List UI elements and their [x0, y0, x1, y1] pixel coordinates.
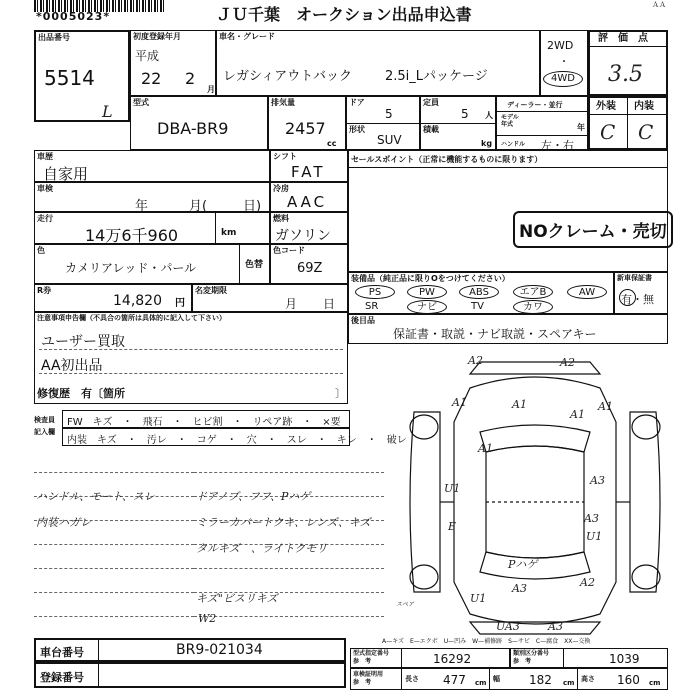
sales-point-label: セールスポイント（正常に機能するものに限ります）	[351, 155, 543, 164]
color-code-box	[270, 244, 348, 284]
aircon-value: AAC	[287, 193, 328, 211]
first-reg-month-unit: 月	[207, 85, 215, 94]
corner-text: ＡＡ	[652, 1, 666, 9]
notes-line2: AA初出品	[41, 358, 103, 374]
length-label: 長さ	[405, 675, 419, 683]
equip-aw: AW	[567, 285, 607, 299]
additional-label: 後目品	[351, 316, 375, 325]
barcode-number: *0005023*	[36, 10, 111, 23]
score-label: 評 価 点	[598, 33, 648, 44]
notes-box	[34, 312, 348, 404]
first-reg-year: 22	[141, 69, 162, 88]
shape-value: SUV	[377, 133, 402, 147]
length-value: 477	[443, 673, 466, 687]
inspector-label: 検査員 記入欄	[34, 416, 55, 436]
drive-2wd: 2WD	[547, 39, 574, 52]
first-reg-era: 平成	[135, 49, 160, 63]
warranty-value: 有・無	[621, 293, 654, 306]
score-box	[588, 30, 668, 96]
registration-label: 登録番号	[40, 671, 84, 684]
handwritten-note-5: タルキズ 、ライトクモリ	[196, 542, 328, 555]
recycle-value: 14,820	[113, 293, 162, 309]
equipment-label: 装備品（純正品に限りOをつけてください）	[351, 274, 510, 283]
name-change-day: 日	[323, 297, 336, 311]
spec-no-label: 型式指定番号 参 考	[353, 650, 390, 665]
equipment-box	[348, 272, 614, 314]
equip-sr: SR	[365, 301, 379, 312]
color-label: 色	[37, 246, 45, 255]
height-unit: cm	[649, 679, 661, 687]
mileage-unit: km	[221, 228, 237, 238]
drive-sep: ・	[559, 57, 569, 68]
equip-leather: カワ	[513, 300, 553, 314]
name-change-label: 名変期限	[195, 286, 227, 295]
class-no-value: 1039	[609, 652, 640, 666]
mark-a1-right-mirror: A1	[598, 400, 613, 413]
first-reg-box	[130, 30, 216, 96]
drive-box	[540, 30, 588, 96]
capacity-unit: 人	[485, 111, 493, 120]
history-box	[34, 150, 270, 182]
mark-a1-right-fender: A1	[570, 408, 585, 421]
handle-label: ハンドル	[501, 141, 526, 148]
inspect-row-interior-text: 内装 キズ ・ 汚レ ・ コゲ ・ 穴 ・ スレ ・ キレ ・ 破レ	[67, 435, 407, 446]
doors-label: ドア	[349, 98, 365, 107]
recycle-unit: 円	[175, 298, 185, 309]
inspect-row-interior	[62, 428, 407, 446]
spec-no-box	[350, 648, 510, 668]
car-name-label: 車名・グレード	[219, 32, 275, 41]
length-unit: cm	[475, 679, 487, 687]
wheel-rear-left	[410, 565, 438, 589]
repair-history-label: 修復歴 有〔箇所	[37, 387, 125, 400]
equip-pw: PW	[407, 285, 447, 299]
history-label: 車歴	[37, 152, 53, 161]
color-code-value: 69Z	[297, 261, 323, 276]
mark-p-hage-trunk: Pハゲ	[508, 558, 538, 571]
mark-a3-right-rear: A3	[584, 512, 599, 525]
wheel-front-left	[410, 415, 438, 439]
first-reg-label: 初度登録年月	[133, 32, 181, 41]
load-label: 積載	[423, 125, 439, 134]
fuel-box	[270, 212, 348, 244]
inspection-month: 月(	[189, 199, 208, 214]
inspection-box	[34, 182, 270, 212]
capacity-label: 定員	[423, 98, 439, 107]
displacement-label: 排気量	[271, 98, 295, 107]
car-damage-diagram	[396, 352, 670, 636]
dims-box	[350, 668, 668, 690]
mark-a3-rear-bumper-right: A3	[548, 620, 563, 633]
equip-navi: ナビ	[407, 300, 447, 314]
inspector-rows	[34, 410, 407, 446]
mark-a1-left-fender: A1	[452, 396, 467, 409]
ext-int-box	[588, 96, 668, 150]
warranty-circle	[619, 289, 636, 306]
mark-u1-left-door: U1	[444, 482, 461, 495]
inspection-year: 年	[135, 199, 149, 214]
equip-tv: TV	[471, 301, 484, 312]
score-value: 3.5	[608, 62, 643, 87]
chassis-label: 車台番号	[40, 646, 84, 659]
doors-value: 5	[385, 107, 393, 121]
drive-4wd-circled: 4WD	[543, 71, 583, 87]
class-no-box	[510, 648, 668, 668]
mileage-label: 走行	[37, 214, 53, 223]
door-shape-box	[346, 96, 420, 150]
warranty-box	[614, 272, 668, 314]
model-year-label: モデル 年式	[501, 114, 519, 128]
model-year-unit: 年	[577, 123, 585, 132]
chassis-value: BR9-021034	[176, 642, 263, 658]
mark-u1-left-quarter: U1	[470, 592, 487, 605]
color-code-label: 色コード	[273, 246, 305, 255]
dims-label: 車検証明用 参 考	[353, 671, 384, 686]
additional-value: 保証書・取説・ナビ取説・スペアキー	[393, 327, 597, 341]
dealer-label: ディーラー・並行	[507, 101, 563, 109]
capacity-value: 5	[461, 107, 469, 121]
shift-label: シフト	[273, 152, 297, 161]
mileage-box	[34, 212, 270, 244]
mark-u1-right-rear: U1	[586, 530, 603, 543]
equip-abs: ABS	[459, 285, 499, 299]
notes-label: 注意事項申告欄（不具合の箇所は具体的に記入して下さい）	[37, 314, 226, 322]
name-change-month: 月	[285, 297, 298, 311]
load-unit: kg	[481, 139, 493, 148]
repair-history-close: 〕	[335, 387, 346, 400]
no-claim-stamp: NOクレーム・売切	[513, 211, 673, 248]
equip-airbag: エアB	[513, 285, 553, 299]
car-name: レガシィアウトバック	[223, 69, 352, 84]
car-name-box	[216, 30, 540, 96]
interior-label: 内装	[634, 101, 654, 112]
handwritten-note-3: ドアノブ、フフ、Pハゲ	[196, 490, 311, 503]
damage-legend: A—キズ E—エクボ U—凹み W—補修跡 S—サビ C—腐食 XX—交換	[382, 638, 591, 645]
mark-a1-left-mirror: A1	[478, 442, 493, 455]
notes-line1: ユーザー買取	[41, 334, 125, 350]
mark-e-left-rear: E	[448, 520, 457, 533]
fuel-label: 燃料	[273, 214, 289, 223]
recycle-box	[34, 284, 192, 312]
repaint-label: 色替	[245, 260, 264, 270]
mark-a2-front-right: A2	[560, 356, 575, 369]
shift-box	[270, 150, 348, 182]
car-windshield	[480, 425, 590, 452]
chassis-box	[34, 638, 346, 662]
sales-point-box	[348, 150, 668, 272]
inspection-label: 車検	[37, 184, 53, 193]
additional-box	[348, 314, 668, 344]
inspect-row-fw-text: FW キズ ・ 飛石 ・ ヒビ割 ・ リペア跡 ・ ×要	[67, 417, 341, 428]
handwritten-note-1: ハンドル、モート、スレ	[36, 490, 155, 503]
lot-number: 5514	[44, 66, 95, 90]
class-no-label: 類別区分番号 参 考	[513, 650, 550, 665]
model-box	[130, 96, 268, 150]
shift-value: FAT	[291, 163, 326, 181]
color-box	[34, 244, 270, 284]
car-grade: 2.5i_Lパッケージ	[385, 69, 488, 84]
registration-box	[34, 662, 346, 688]
form-title: ＪＵ千葉 オークション出品申込書	[216, 5, 472, 24]
dealer-box	[496, 96, 588, 150]
handwritten-note-4: ミラーカバートクキ、レンズ、キズ	[196, 516, 371, 529]
aircon-label: 冷房	[273, 184, 289, 193]
mark-a3-trunk: A3	[512, 582, 527, 595]
exterior-label: 外装	[596, 101, 616, 112]
handwritten-note-6: キズ"ビスリキズ	[196, 592, 278, 605]
first-reg-month: 2	[185, 69, 196, 88]
model-label: 型式	[133, 98, 149, 107]
shape-label: 形状	[349, 125, 365, 134]
displacement-value: 2457	[285, 119, 326, 138]
mark-ua3-rear-bumper: UA3	[496, 620, 520, 633]
history-value: 自家用	[43, 165, 89, 183]
spec-no-value: 16292	[433, 652, 472, 666]
height-label: 高さ	[581, 675, 595, 683]
wheel-rear-right	[632, 565, 660, 589]
exterior-value: C	[600, 120, 616, 144]
handwritten-note-2: 内装ハガレ	[36, 516, 91, 529]
fuel-value: ガソリン	[275, 228, 331, 244]
equip-ps: PS	[355, 285, 395, 299]
handle-value: 左・右	[541, 139, 574, 152]
inspect-row-fw	[62, 410, 350, 428]
capacity-load-box	[420, 96, 496, 150]
aircon-box	[270, 182, 348, 212]
mark-a3-right-door: A3	[590, 474, 605, 487]
inspection-day: 日)	[243, 199, 262, 214]
mileage-value: 14万6千960	[85, 226, 179, 245]
lot-label: 出品番号	[38, 33, 70, 42]
spare-label: スペア	[396, 601, 415, 608]
warranty-label: 新車保証書	[617, 274, 652, 282]
width-unit: cm	[563, 679, 575, 687]
interior-value: C	[638, 120, 654, 144]
mark-a1-hood: A1	[512, 398, 527, 411]
displacement-unit: cc	[327, 139, 337, 148]
mark-a2-right-quarter: A2	[580, 576, 595, 589]
lot-hand-mark: L	[102, 102, 113, 121]
recycle-label: R券	[37, 286, 52, 295]
width-label: 幅	[493, 675, 500, 683]
model-value: DBA-BR9	[157, 119, 229, 138]
name-change-box	[192, 284, 348, 312]
wheel-front-right	[632, 415, 660, 439]
handwritten-note-7: W2	[198, 612, 217, 625]
displacement-box	[268, 96, 346, 150]
lot-box	[34, 30, 130, 122]
width-value: 182	[529, 673, 552, 687]
height-value: 160	[617, 673, 640, 687]
mark-a2-front-left: A2	[468, 354, 483, 367]
color-value: カメリアレッド・パール	[65, 261, 197, 275]
front-bumper	[470, 362, 600, 374]
